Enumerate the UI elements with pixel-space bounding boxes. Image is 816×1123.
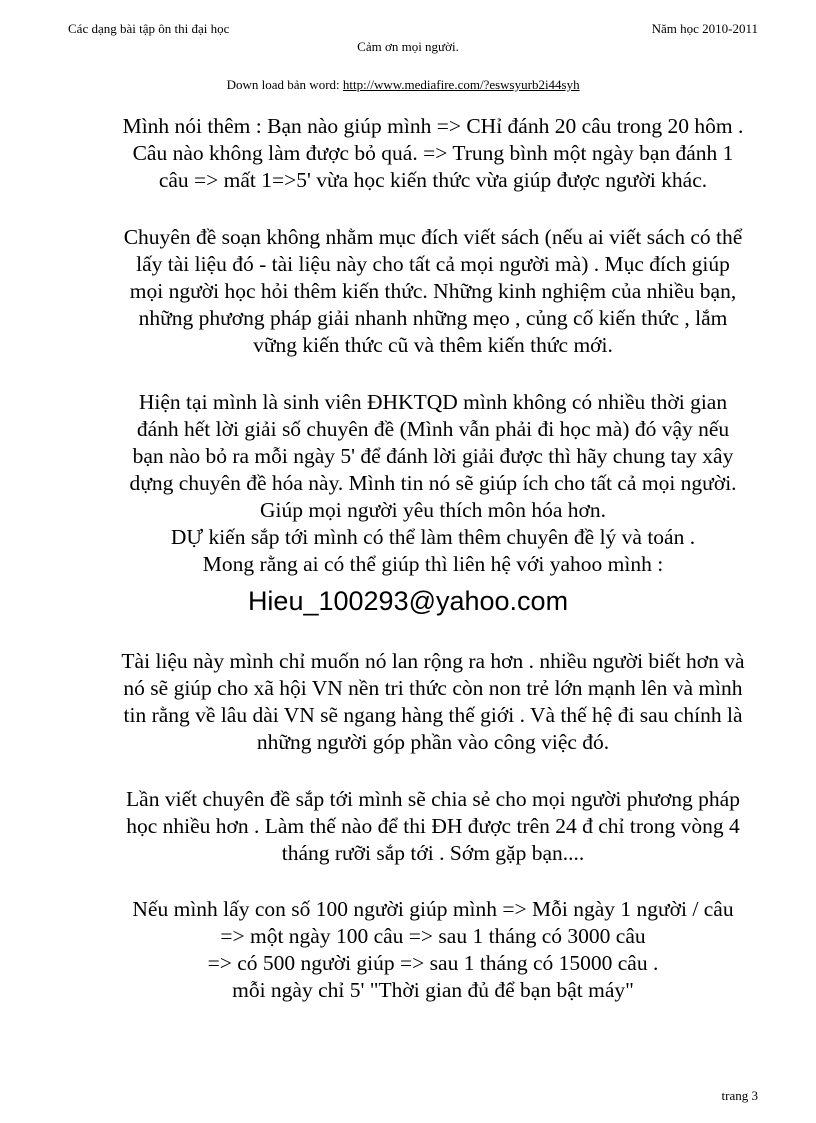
text-line: câu => mất 1=>5' vừa học kiến thức vừa giúp được người khác. [158,168,708,192]
paragraph-vision [40,648,816,756]
paragraph-request [40,389,816,578]
text-line: DỰ kiến sắp tới mình có thể làm thêm chuyên đề lý và toán . [170,525,696,549]
text-line: Hiện tại mình là sinh viên ĐHKTQD mình không có nhiều thời gian [138,390,728,414]
text-line: => một ngày 100 câu => sau 1 tháng có 3000 câu [220,924,646,948]
text-line: đánh hết lời giải số chuyên đề (Mình vẫn phải đi học mà) đó vậy nếu [136,417,730,441]
text-line: những phương pháp giải nhanh những mẹo , củng cố kiến thức , lắm [138,306,728,330]
text-line: Câu nào không làm được bỏ quá. => Trung bình một ngày bạn đánh 1 [132,141,734,165]
download-line [0,77,816,93]
paragraph-purpose [40,224,816,359]
text-line: => có 500 người giúp => sau 1 tháng có 15000 câu . [207,951,659,975]
text-line: Giúp mọi người yêu thích môn hóa hơn. [259,498,607,522]
paragraph-intro [40,113,816,194]
text-line: Tài liệu này mình chỉ muốn nó lan rộng ra hơn . nhiều người biết hơn và [121,649,745,673]
header-right-text: Năm học 2010-2011 [651,21,758,36]
text-line: tháng rưỡi sắp tới . Sớm gặp bạn.... [281,841,585,865]
text-line: Lần viết chuyên đề sắp tới mình sẽ chia sẻ cho mọi người phương pháp [126,787,740,811]
text-line: học nhiều hơn . Làm thế nào để thi ĐH được trên 24 đ chỉ trong vòng 4 [126,814,740,838]
text-line: Chuyên đề soạn không nhằm mục đích viết sách (nếu ai viết sách có thể [123,225,743,249]
text-line: những người góp phần vào công việc đó. [256,730,610,754]
download-label: Down load bản word: [226,77,343,92]
text-line: dựng chuyên đề hóa này. Mình tin nó sẽ giúp ích cho tất cả mọi người. [129,471,737,495]
text-line: tin rằng về lâu dài VN sẽ ngang hàng thế giới . Và thế hệ đi sau chính là [123,703,743,727]
text-line: nó sẽ giúp cho xã hội VN nền tri thức còn non trẻ lớn mạnh lên và mình [123,676,743,700]
text-line: mọi người học hỏi thêm kiến thức. Những kinh nghiệm của nhiều bạn, [129,279,737,303]
download-link[interactable]: http://www.mediafire.com/?eswsyurb2i44syh [342,77,580,92]
header-left-text: Các dạng bài tập ôn thi đại học [68,21,230,36]
text-line: Nếu mình lấy con số 100 người giúp mình => Mỗi ngày 1 người / câu [132,897,734,921]
paragraph-math [40,896,816,1004]
paragraph-next [40,786,816,867]
thanks-line: Cảm ơn mọi người. [357,39,459,54]
text-line: vững kiến thức cũ và thêm kiến thức mới. [253,333,613,357]
page-number: trang 3 [721,1088,758,1103]
text-line: lấy tài liệu đó - tài liệu này cho tất cả mọi người mà) . Mục đích giúp [136,252,730,276]
text-line: Mình nói thêm : Bạn nào giúp mình => CHỉ đánh 20 câu trong 20 hôm . [122,114,744,138]
contact-email: Hieu_100293@yahoo.com [247,586,569,616]
text-line: bạn nào bỏ ra mỗi ngày 5' để đánh lời giải được thì hãy chung tay xây [132,444,734,468]
text-line: Mong rằng ai có thể giúp thì liên hệ với yahoo mình : [202,552,664,576]
text-line: mỗi ngày chỉ 5' "Thời gian đủ để bạn bật máy" [232,978,634,1002]
